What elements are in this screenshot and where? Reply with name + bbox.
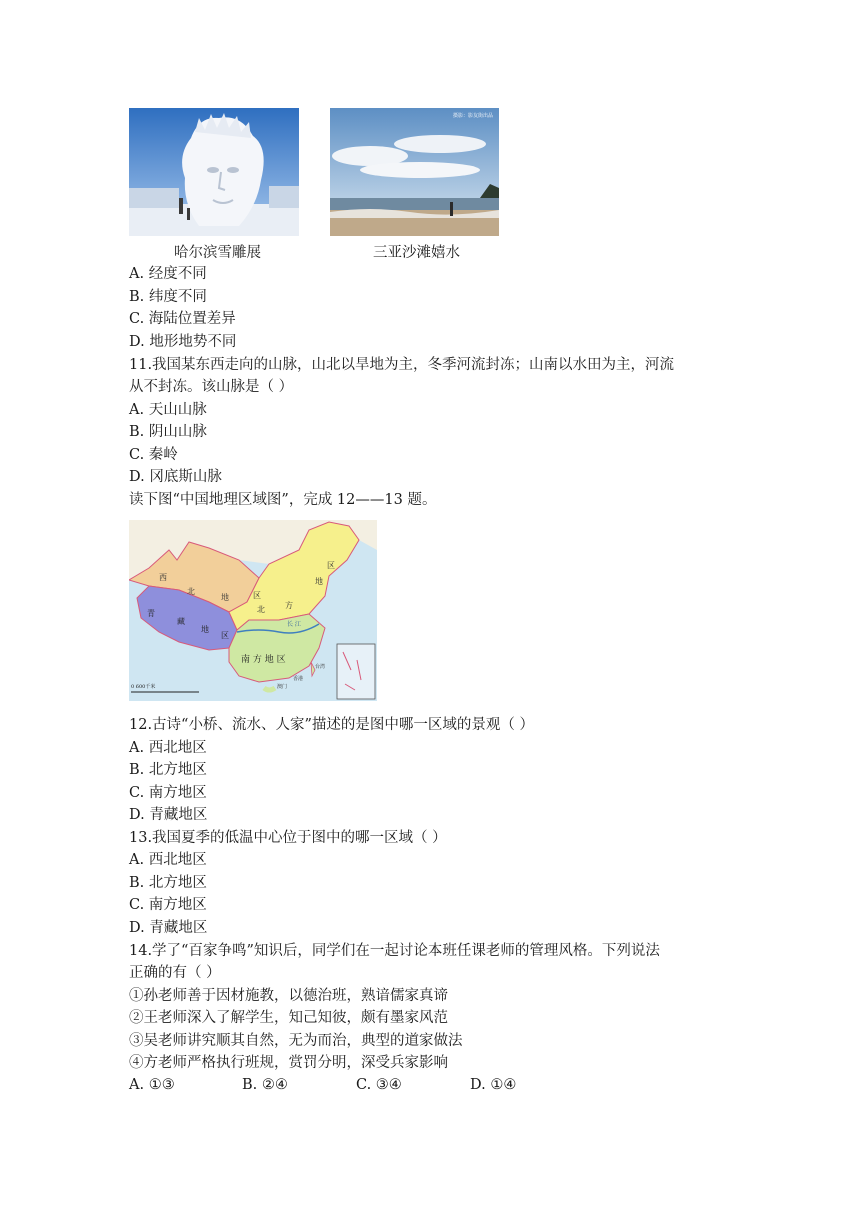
q14-option-b: B. ②④ — [242, 1077, 288, 1093]
q12-option-c: C. 南方地区 — [129, 785, 207, 801]
q14-statement-1: ①孙老师善于因材施教，以德治班，熟谙儒家真谛 — [129, 988, 448, 1004]
sanya-beach-photo — [330, 108, 499, 236]
label-river: 长 江 — [287, 621, 301, 628]
label-qingzang-3: 地 — [201, 625, 209, 634]
q14-option-a: A. ①③ — [129, 1077, 175, 1093]
harbin-snow-sculpture-photo — [129, 108, 299, 236]
q14-statement-4: ④方老师严格执行班规，赏罚分明，深受兵家影响 — [129, 1055, 448, 1071]
china-region-map — [129, 520, 377, 701]
label-qingzang-1: 青 — [147, 609, 155, 618]
label-macao: 澳门 — [277, 684, 288, 690]
q12-option-d: D. 青藏地区 — [129, 807, 208, 823]
label-northwest-2: 北 — [187, 587, 195, 596]
map-intro: 读下图“中国地理区域图”，完成 12——13 题。 — [129, 492, 437, 508]
label-northwest-1: 西 — [159, 573, 167, 582]
label-hongkong: 香港 — [293, 676, 304, 682]
label-taiwan: 台湾 — [315, 664, 326, 670]
q14-statement-2: ②王老师深入了解学生，知己知彼，颇有墨家风范 — [129, 1010, 448, 1026]
q10-option-a: A. 经度不同 — [129, 266, 207, 282]
label-north-3: 地 — [315, 577, 323, 586]
q12-option-b: B. 北方地区 — [129, 762, 207, 778]
label-south: 南 方 地 区 — [241, 655, 286, 665]
label-qingzang-2: 藏 — [177, 617, 185, 626]
q14-stem-line2: 正确的有（ ） — [129, 965, 221, 981]
label-north-2: 方 — [285, 601, 293, 610]
q11-option-b: B. 阴山山脉 — [129, 424, 207, 440]
q11-stem-line1: 11.我国某东西走向的山脉，山北以旱地为主，冬季河流封冻；山南以水田为主，河流 — [129, 357, 675, 373]
label-north-4: 区 — [327, 561, 335, 570]
q11-option-d: D. 冈底斯山脉 — [129, 469, 222, 485]
label-northwest-4: 区 — [253, 591, 261, 600]
q14-stem-line1: 14.学了“百家争鸣”知识后，同学们在一起讨论本班任课老师的管理风格。下列说法 — [129, 943, 660, 959]
q10-option-c: C. 海陆位置差异 — [129, 311, 236, 327]
q13-option-c: C. 南方地区 — [129, 897, 207, 913]
q14-statement-3: ③吴老师讲究顺其自然，无为而治，典型的道家做法 — [129, 1033, 463, 1049]
q13-option-d: D. 青藏地区 — [129, 920, 208, 936]
q11-stem-line2: 从不封冻。该山脉是（ ） — [129, 379, 294, 395]
china-map-svg — [129, 520, 377, 701]
snow-sculpture-illustration — [129, 108, 299, 236]
label-northwest-3: 地 — [221, 593, 229, 602]
sanya-caption: 三亚沙滩嬉水 — [373, 245, 460, 261]
photo-watermark: 摄影：影友街出品 — [452, 113, 493, 119]
q12-option-a: A. 西北地区 — [129, 740, 207, 756]
q10-option-b: B. 纬度不同 — [129, 289, 207, 305]
q11-option-a: A. 天山山脉 — [129, 402, 207, 418]
q14-option-d: D. ①④ — [470, 1077, 517, 1093]
q14-option-c: C. ③④ — [356, 1077, 402, 1093]
harbin-caption: 哈尔滨雪雕展 — [174, 245, 261, 261]
q13-stem: 13.我国夏季的低温中心位于图中的哪一区域（ ） — [129, 830, 447, 846]
beach-illustration — [330, 108, 499, 236]
q12-stem: 12.古诗“小桥、流水、人家”描述的是图中哪一区域的景观（ ） — [129, 717, 534, 733]
label-north-1: 北 — [257, 605, 265, 614]
q10-option-d: D. 地形地势不同 — [129, 334, 237, 350]
q13-option-a: A. 西北地区 — [129, 852, 207, 868]
q13-option-b: B. 北方地区 — [129, 875, 207, 891]
map-scale-label: 0 600千米 — [131, 684, 156, 690]
q11-option-c: C. 秦岭 — [129, 447, 178, 463]
label-qingzang-4: 区 — [221, 631, 229, 640]
